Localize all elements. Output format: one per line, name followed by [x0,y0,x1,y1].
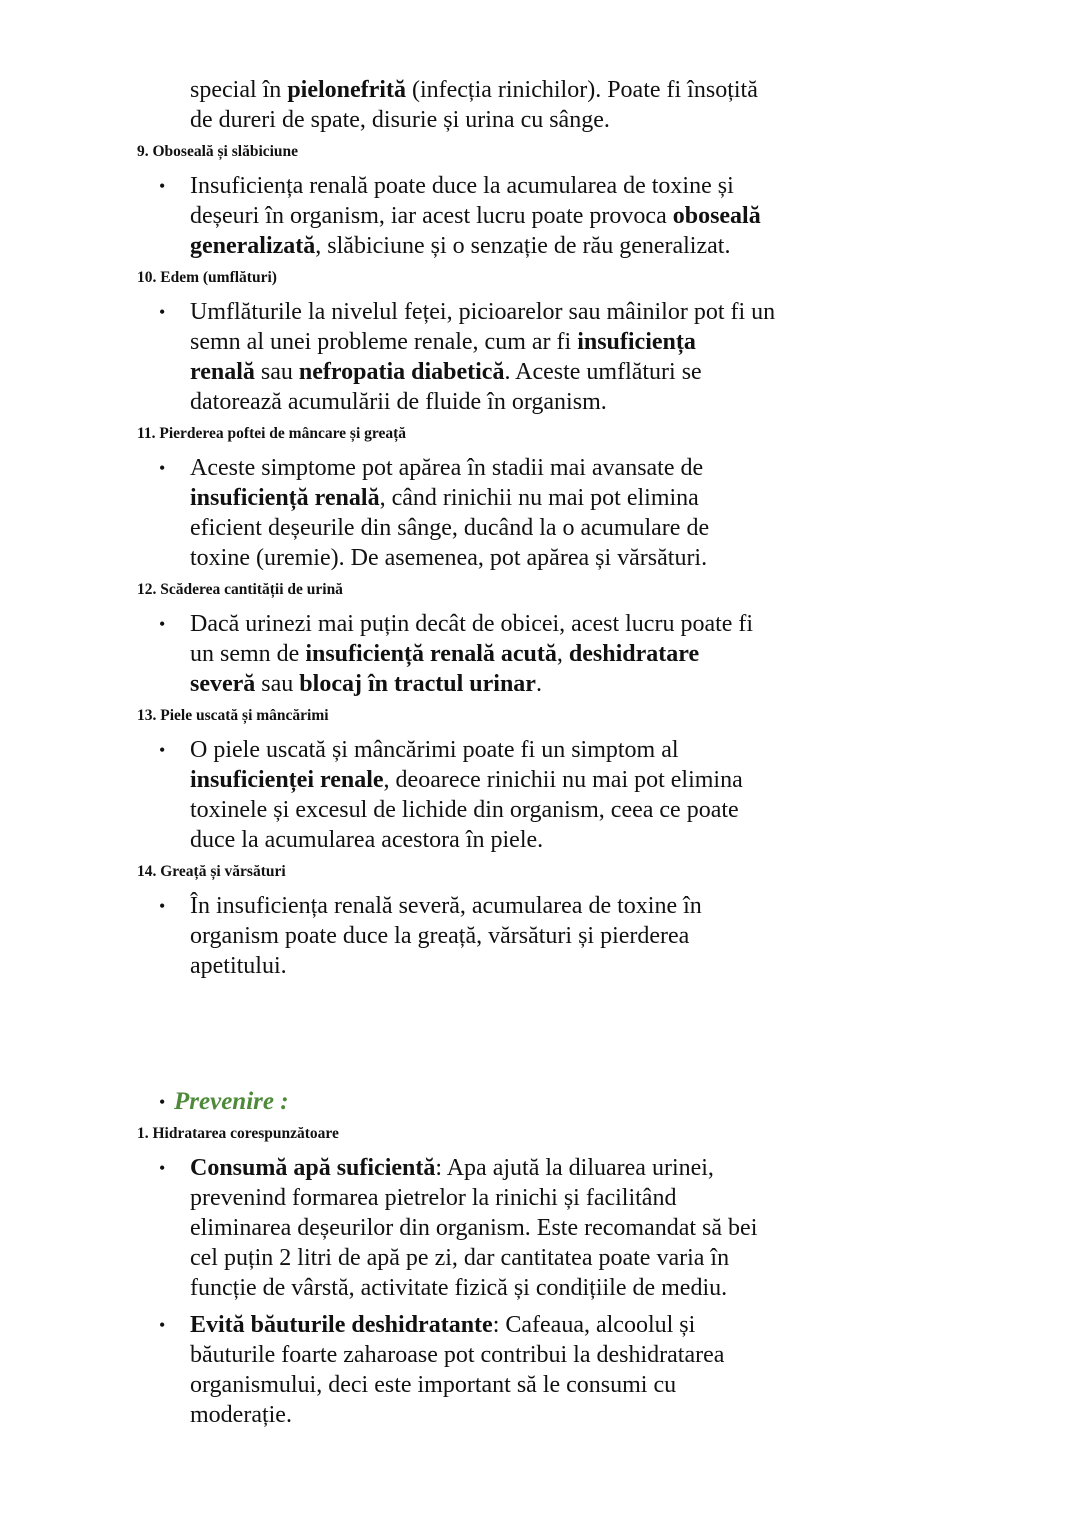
bold-text: nefropatia diabetică [298,359,505,385]
text-line [190,609,1080,639]
text-line [190,1153,1080,1183]
text-line [190,765,1080,795]
bold-text: generalizată [190,233,316,259]
section-heading: 9. Oboseală și slăbiciune [137,143,299,160]
text: eliminarea deșeurilor din organism. Este recomandat să bei [190,1215,758,1241]
text: semn al unei probleme renale, cum ar fi [190,329,578,355]
bullet-icon: • [159,740,166,760]
text-line [190,1273,1080,1303]
text: toxine (uremie). De asemenea, pot apărea și vărsături. [190,545,708,571]
text: cel puțin 2 litri de apă pe zi, dar cantitatea poate varia în [190,1245,730,1271]
text-line [190,1213,1080,1243]
text-line [190,951,1080,981]
text-line [190,1183,1080,1213]
bullet-icon: • [159,614,166,634]
text-line [190,483,1080,513]
bullet-paragraph [159,891,1080,981]
text: (infecția rinichilor). Poate fi însoțită [405,77,758,103]
text-line [190,543,1080,573]
text-line [190,639,1080,669]
text: duce la acumularea acestora în piele. [190,827,544,853]
text-line [190,201,1080,231]
text-line [190,513,1080,543]
text-line [190,795,1080,825]
text-line [190,1310,1080,1340]
text: deșeuri în organism, iar acest lucru poate provoca [190,203,673,229]
bold-text: pielonefrită [287,77,406,103]
text: . Aceste umflături se [504,359,702,385]
text: un semn de [190,641,306,667]
text: , slăbiciune și o senzație de rău generalizat. [315,233,731,259]
section-title [159,1087,1080,1117]
bold-text: oboseală [672,203,761,229]
text: sau [255,671,300,697]
text: Aceste simptome pot apărea în stadii mai avansate de [190,455,704,481]
text-line [190,231,1080,261]
text: toxinele și excesul de lichide din organism, ceea ce poate [190,797,739,823]
text-line [190,1370,1080,1400]
text-line [190,1400,1080,1430]
text: . [535,671,542,697]
section-heading: 10. Edem (umflături) [137,269,277,286]
text-line [190,105,1080,135]
text-line [190,297,1080,327]
text: Insuficiența renală poate duce la acumularea de toxine și [190,173,734,199]
bullet-icon: • [159,458,166,478]
text: organismului, deci este important să le consumi cu [190,1372,677,1398]
document-page [0,75,1080,1430]
text-line [190,735,1080,765]
bold-text: insuficienței renale [190,767,384,793]
bullet-icon: • [159,302,166,322]
bullet-icon: • [159,1158,166,1178]
text-line [190,387,1080,417]
text: de dureri de spate, disurie și urina cu sânge. [190,107,610,133]
bullet-paragraph [159,735,1080,855]
section-heading: 14. Greață și vărsături [137,863,286,880]
text: Umflăturile la nivelul feței, picioarelor sau mâinilor pot fi un [190,299,776,325]
bold-text: Evită băuturile deshidratante [190,1312,493,1338]
bullet-icon: • [159,1092,166,1112]
bold-text: insuficiență renală acută [305,641,557,667]
paragraph [190,75,1080,135]
bullet-paragraph [159,453,1080,573]
bold-text: renală [190,359,255,385]
text: : Apa ajută la diluarea urinei, [435,1155,714,1181]
text: , deoarece rinichii nu mai pot elimina [383,767,743,793]
text: sau [254,359,299,385]
text-line [190,891,1080,921]
bold-text: severă [190,671,256,697]
section-heading: 11. Pierderea poftei de mâncare și greață [137,425,407,442]
bold-text: Consumă apă suficientă [190,1155,436,1181]
bullet-paragraph [159,609,1080,699]
text-line [190,825,1080,855]
bullet-paragraph [159,1153,1080,1303]
bullet-icon: • [159,176,166,196]
text: organism poate duce la greață, vărsături și pierderea [190,923,690,949]
bold-text: insuficiență renală [190,485,380,511]
text: apetitului. [190,953,287,979]
text: , când rinichii nu mai pot elimina [379,485,699,511]
text: băuturile foarte zaharoase pot contribui la deshidratarea [190,1342,725,1368]
text: funcție de vârstă, activitate fizică și condițiile de mediu. [190,1275,728,1301]
text-line [190,921,1080,951]
text-line [190,171,1080,201]
text: prevenind formarea pietrelor la rinichi și facilitând [190,1185,677,1211]
section-title-text: Prevenire : [174,1088,289,1115]
text: moderație. [190,1402,292,1428]
bullet-paragraph [159,171,1080,261]
text-line [190,1243,1080,1273]
text: : Cafeaua, alcoolul și [492,1312,696,1338]
text: eficient deșeurile din sânge, ducând la o acumulare de [190,515,710,541]
text-line [190,75,1080,105]
text: O piele uscată și mâncărimi poate fi un simptom al [190,737,679,763]
bullet-icon: • [159,1315,166,1335]
text: În insuficiența renală severă, acumularea de toxine în [190,893,702,919]
text: special în [190,77,288,103]
bullet-icon: • [159,896,166,916]
bold-text: blocaj în tractul urinar [299,671,536,697]
text: Dacă urinezi mai puțin decât de obicei, acest lucru poate fi [190,611,754,637]
section-heading: 12. Scăderea cantității de urină [137,581,343,598]
text-line [190,357,1080,387]
bullet-paragraph [159,297,1080,417]
bold-text: insuficiența [577,329,696,355]
bold-text: deshidratare [568,641,700,667]
text: datorează acumulării de fluide în organism. [190,389,607,415]
text-line [190,327,1080,357]
bullet-paragraph [159,1310,1080,1430]
section-heading: 1. Hidratarea corespunzătoare [137,1125,339,1142]
text-line [190,453,1080,483]
text-line [190,1340,1080,1370]
section-heading: 13. Piele uscată și mâncărimi [137,707,329,724]
text-line [190,669,1080,699]
text: , [556,641,569,667]
